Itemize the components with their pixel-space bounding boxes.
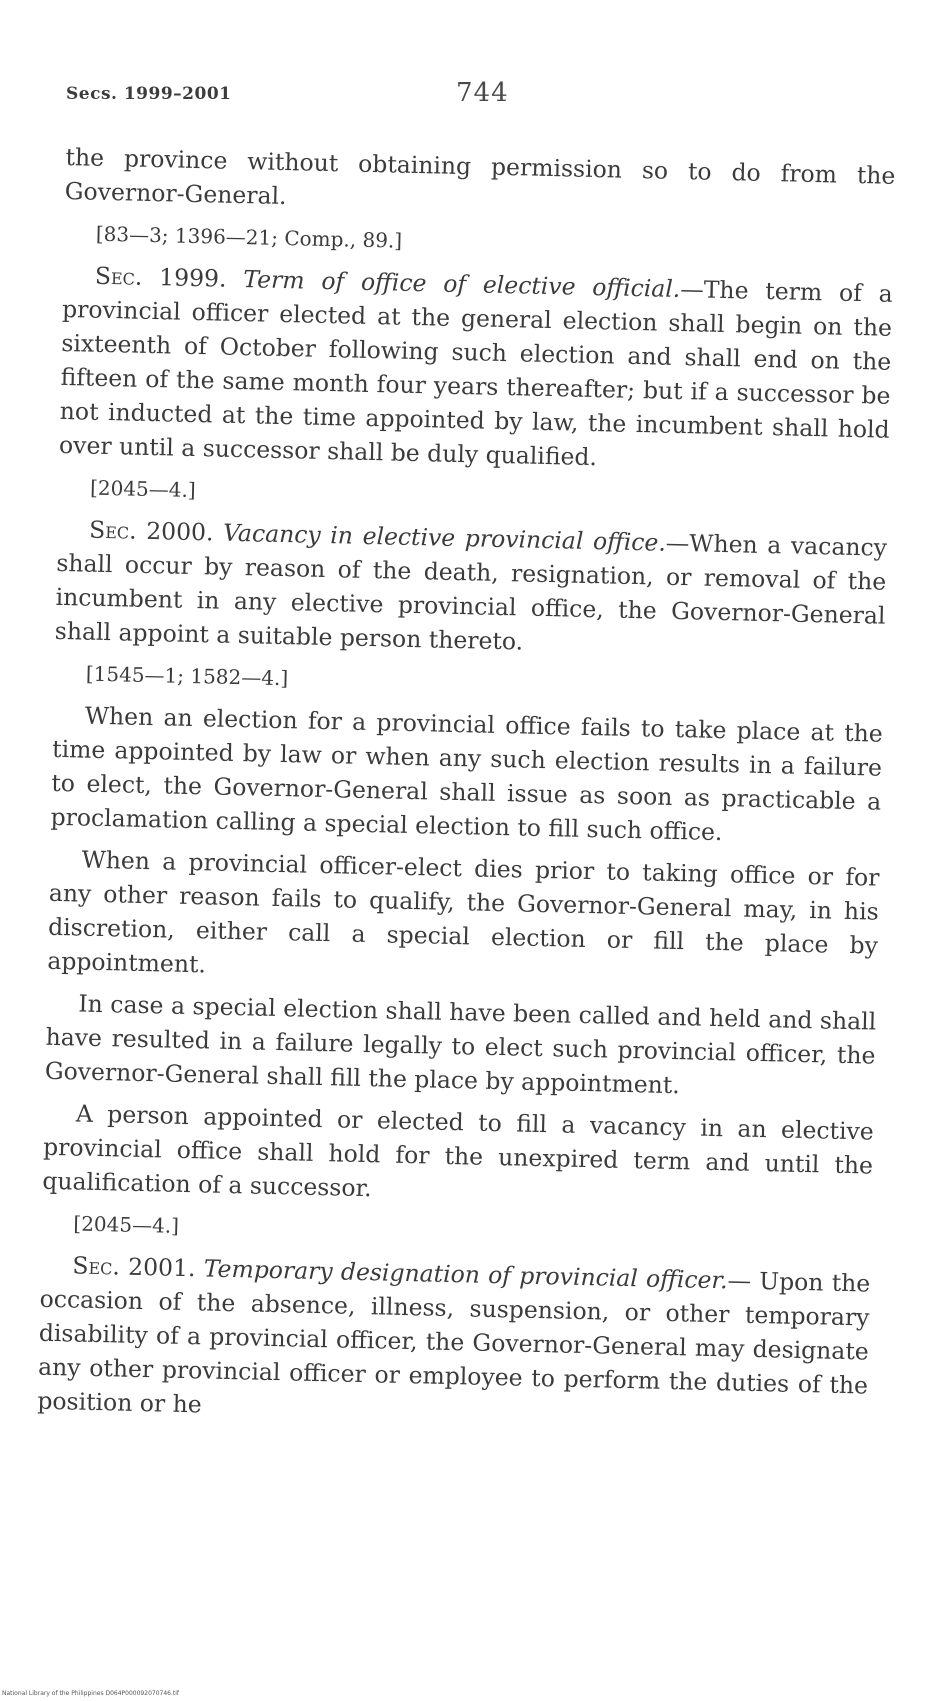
section-text: —The term of a provincial officer elected at the general election shall begin on the sixteenth of October following such election and shall end on the fifteen of the same month four years thereafter; but if a successor be not inducted at the time appointed by law, the incumbent shall hold over until a successor shall be duly qualified. [58, 274, 894, 472]
citation: [2045—4.] [89, 475, 196, 503]
paragraph-vacancy-term: A person appointed or elected to fill a vacancy in an elective provincial office shall hold for the unexpired term and until the qualification of a successor. [42, 1099, 875, 1203]
section-label: Sec. 2000. [88, 515, 214, 547]
section-title: Temporary designation of provincial officer. [203, 1254, 728, 1295]
citation: [1545—1; 1582—4.] [85, 661, 289, 691]
paragraph-officer-elect: When a provincial officer-elect dies prior to taking office or for any other reason fails to qualify, the Governor-General may, in his discretion, either call a special election or fill the place by appointment. [47, 845, 880, 979]
section-label: Sec. 1999. [94, 261, 227, 293]
section-text: — Upon the occasion of the absence, illness, suspension, or other temporary disability of a provincial officer, the Governor-General may designate any other provincial officer or employee to perform the duties of the position or he [37, 1266, 871, 1419]
section-2001 [37, 1248, 871, 1437]
paragraph-special-election: In case a special election shall have been called and held and shall have resulted in a failure legally to elect such provincial officer, the Governor-General shall fill the place by appointment. [44, 989, 877, 1100]
page-body [37, 140, 896, 1444]
citation: [2045—4.] [73, 1211, 180, 1238]
citation: [83—3; 1396—21; Comp., 89.] [95, 221, 403, 253]
section-label: Sec. 2001. [72, 1251, 196, 1283]
continued-paragraph: the province without obtaining permission so to do from the Governor-General. [64, 142, 896, 211]
page-number: 744 [456, 78, 509, 108]
section-range-header: Secs. 1999–2001 [66, 84, 232, 104]
section-title: Vacancy in elective provincial office. [222, 518, 667, 557]
section-1999 [59, 258, 893, 481]
scan-watermark: National Library of the Philippines D064P000092070746.tif [2, 1690, 180, 1697]
section-text: —When a vacancy shall occur by reason of the death, resignation, or removal of the incumbent in any elective provincial office, the Governor-General shall appoint a suitable person thereto. [54, 528, 888, 656]
section-2000 [54, 512, 887, 667]
paragraph-election-fail: When an election for a provincial office fails to take place at the time appointed by law or when any such election results in a failure to elect, the Governor-General shall issue as soon as practicable a proclamation calling a special election to fill such office. [50, 701, 884, 847]
section-title: Term of office of elective official. [243, 265, 681, 303]
